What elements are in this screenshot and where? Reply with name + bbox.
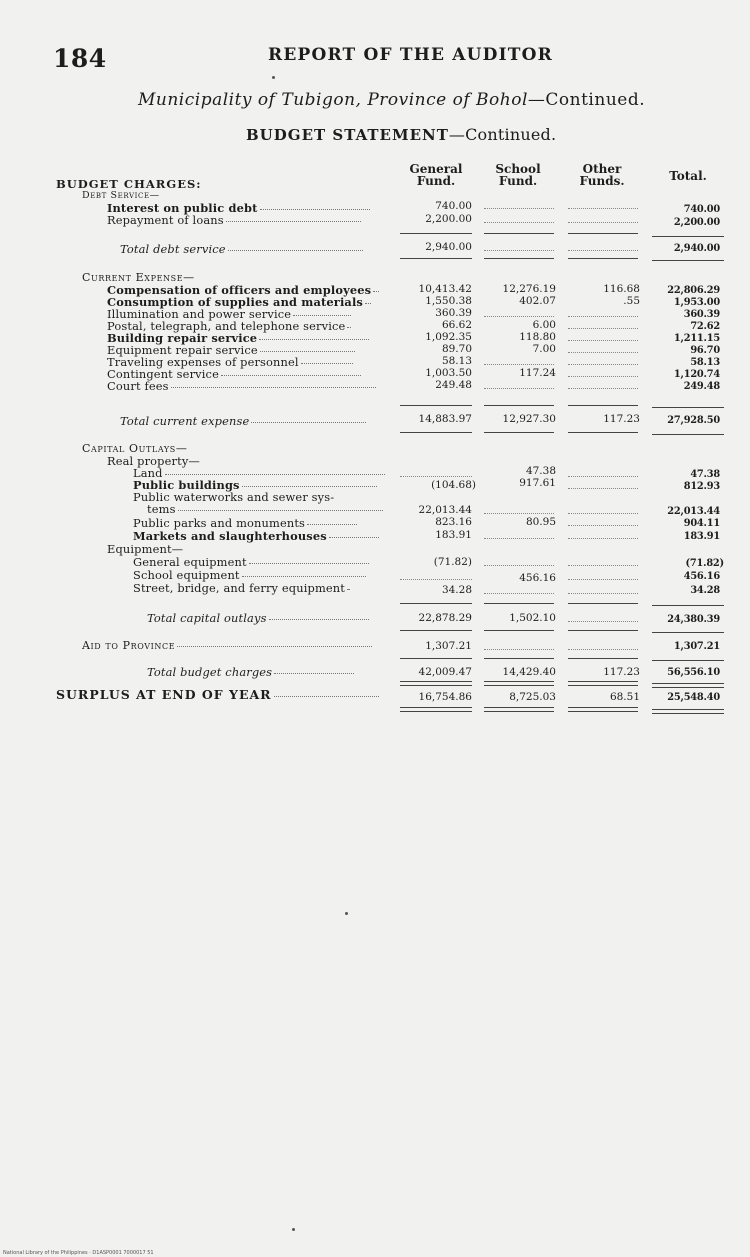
row-label: School equipment bbox=[133, 569, 366, 581]
cell-total: 1,307.21 bbox=[673, 641, 720, 652]
current-heading: Current Expense— bbox=[82, 271, 195, 284]
section-budget-charges: BUDGET CHARGES: bbox=[56, 177, 202, 191]
cell-total: 360.39 bbox=[683, 309, 720, 320]
cell-general: 1,092.35 bbox=[425, 331, 472, 343]
cell-total: 96.70 bbox=[690, 345, 720, 356]
col-general-line1: General bbox=[409, 162, 463, 176]
col-other-line1: Other bbox=[582, 162, 622, 176]
row-label: General equipment bbox=[133, 556, 369, 568]
cell-total: 56,556.10 bbox=[667, 667, 720, 678]
row-label: Contingent service bbox=[107, 368, 361, 380]
cell-general: 34.28 bbox=[441, 584, 472, 596]
cell-general: 1,550.38 bbox=[425, 295, 472, 307]
cell-school: 80.95 bbox=[525, 516, 556, 528]
cell-total: 24,380.39 bbox=[667, 614, 720, 625]
subtitle-main: Municipality of Tubigon, Province of Bohol bbox=[138, 90, 528, 110]
row-label: tems bbox=[147, 503, 383, 515]
footer-credit: National Library of the Philippines · D1ASP0001 7000017 51 bbox=[3, 1250, 154, 1256]
cell-school: 8,725.03 bbox=[509, 691, 556, 703]
cell-general: 2,200.00 bbox=[425, 213, 472, 225]
row-label-aid: Aid to Province bbox=[82, 640, 372, 652]
row-label-surplus: SURPLUS AT END OF YEAR bbox=[56, 689, 379, 701]
col-header-general bbox=[400, 163, 472, 187]
col-school-line1: School bbox=[495, 162, 541, 176]
speck bbox=[272, 76, 275, 79]
row-label: Compensation of officers and employees bbox=[107, 284, 379, 296]
col-school-line2: Fund. bbox=[498, 174, 538, 188]
cell-total: 904.11 bbox=[683, 518, 720, 529]
cell-general: (71.82) bbox=[433, 556, 472, 568]
cell-other: .55 bbox=[623, 295, 640, 307]
row-label: Equipment repair service bbox=[107, 344, 355, 356]
cell-school: 12,927.30 bbox=[502, 413, 556, 425]
cell-total: 812.93 bbox=[683, 481, 720, 492]
cell-school: 117.24 bbox=[519, 367, 556, 379]
page-number: 184 bbox=[53, 44, 107, 73]
running-head: REPORT OF THE AUDITOR bbox=[268, 45, 553, 65]
cell-school: 118.80 bbox=[519, 331, 556, 343]
subtitle bbox=[138, 90, 645, 110]
cell-school: 456.16 bbox=[519, 572, 556, 584]
row-label: Markets and slaughterhouses bbox=[133, 530, 379, 542]
cell-general: 22,878.29 bbox=[418, 612, 472, 624]
cell-total: 34.28 bbox=[690, 585, 720, 596]
cell-general: 1,307.21 bbox=[425, 640, 472, 652]
row-label: Public buildings bbox=[133, 479, 377, 491]
row-label: Public waterworks and sewer sys- bbox=[133, 490, 335, 504]
real-property-heading: Real property— bbox=[107, 454, 200, 468]
cell-general: 360.39 bbox=[435, 307, 472, 319]
cell-total: 22,013.44 bbox=[667, 506, 720, 517]
cell-school: 917.61 bbox=[519, 477, 556, 489]
row-total-label: Total current expense bbox=[120, 415, 366, 427]
cell-general: 16,754.86 bbox=[418, 691, 472, 703]
subtitle-continued: —Continued. bbox=[527, 90, 646, 110]
col-header-other bbox=[566, 163, 638, 187]
cell-other: 68.51 bbox=[609, 691, 640, 703]
speck bbox=[345, 912, 348, 915]
cell-school: 7.00 bbox=[532, 343, 556, 355]
cell-total: 1,120.74 bbox=[673, 369, 720, 380]
cell-school: 6.00 bbox=[532, 319, 556, 331]
cell-general: 66.62 bbox=[441, 319, 472, 331]
cell-total: 1,211.15 bbox=[673, 333, 720, 344]
equipment-heading: Equipment— bbox=[107, 542, 184, 556]
cell-total: 2,200.00 bbox=[673, 217, 720, 228]
budget-title-main: BUDGET STATEMENT bbox=[246, 126, 449, 144]
cell-general: 10,413.42 bbox=[418, 283, 472, 295]
cell-total: 1,953.00 bbox=[673, 297, 720, 308]
cell-total: 47.38 bbox=[690, 469, 720, 480]
cell-other: 117.23 bbox=[603, 666, 640, 678]
row-label: Illumination and power service bbox=[107, 308, 351, 320]
speck bbox=[292, 1228, 295, 1231]
cell-school: 1,502.10 bbox=[509, 612, 556, 624]
col-header-total: Total. bbox=[669, 169, 707, 183]
cell-general: 1,003.50 bbox=[425, 367, 472, 379]
col-header-school bbox=[482, 163, 554, 187]
cell-general: 2,940.00 bbox=[425, 241, 472, 253]
cell-total: 25,548.40 bbox=[667, 692, 720, 703]
row-label: Postal, telegraph, and telephone service bbox=[107, 320, 351, 332]
row-label: Street, bridge, and ferry equipment bbox=[133, 582, 349, 594]
cell-total: 27,928.50 bbox=[667, 415, 720, 426]
cell-total: 740.00 bbox=[683, 204, 720, 215]
cell-general: 183.91 bbox=[435, 529, 472, 541]
cell-general: 89.70 bbox=[441, 343, 472, 355]
cell-total: 2,940.00 bbox=[673, 243, 720, 254]
cell-general: 22,013.44 bbox=[418, 504, 472, 516]
row-label: Land bbox=[133, 467, 385, 479]
cell-total: 72.62 bbox=[690, 321, 720, 332]
cell-total: 58.13 bbox=[690, 357, 720, 368]
cell-school: 47.38 bbox=[525, 465, 556, 477]
cell-general: 249.48 bbox=[435, 379, 472, 391]
row-label: Repayment of loans bbox=[107, 214, 361, 226]
cell-total: 456.16 bbox=[683, 571, 720, 582]
budget-title-continued: —Continued. bbox=[448, 125, 557, 144]
cell-total: 183.91 bbox=[683, 531, 720, 542]
row-total-label: Total capital outlays bbox=[147, 612, 369, 624]
capital-heading: Capital Outlays— bbox=[82, 442, 188, 455]
debt-heading: Debt Service— bbox=[82, 190, 160, 201]
cell-general: 823.16 bbox=[435, 516, 472, 528]
cell-general: 42,009.47 bbox=[418, 666, 472, 678]
row-label: Court fees bbox=[107, 380, 376, 392]
cell-school: 12,276.19 bbox=[502, 283, 556, 295]
cell-school: 402.07 bbox=[519, 295, 556, 307]
row-total-label: Total budget charges bbox=[147, 666, 354, 678]
row-label: Traveling expenses of personnel bbox=[107, 356, 353, 368]
cell-general: 58.13 bbox=[441, 355, 472, 367]
cell-total: 249.48 bbox=[683, 381, 720, 392]
col-general-line2: Fund. bbox=[416, 174, 456, 188]
cell-other: 117.23 bbox=[603, 413, 640, 425]
row-label: Building repair service bbox=[107, 332, 369, 344]
col-other-line2: Funds. bbox=[579, 174, 625, 188]
cell-general: 14,883.97 bbox=[418, 413, 472, 425]
cell-other: 116.68 bbox=[603, 283, 640, 295]
row-total-label: Total debt service bbox=[120, 243, 363, 255]
row-label: Public parks and monuments bbox=[133, 517, 357, 529]
row-label: Consumption of supplies and materials bbox=[107, 296, 371, 308]
cell-general: (104.68) bbox=[431, 479, 476, 491]
cell-general: 740.00 bbox=[435, 200, 472, 212]
cell-total: 22,806.29 bbox=[667, 285, 720, 296]
row-label: Interest on public debt bbox=[107, 202, 370, 214]
cell-school: 14,429.40 bbox=[502, 666, 556, 678]
cell-total: (71.82) bbox=[685, 558, 724, 569]
budget-title bbox=[246, 125, 556, 144]
